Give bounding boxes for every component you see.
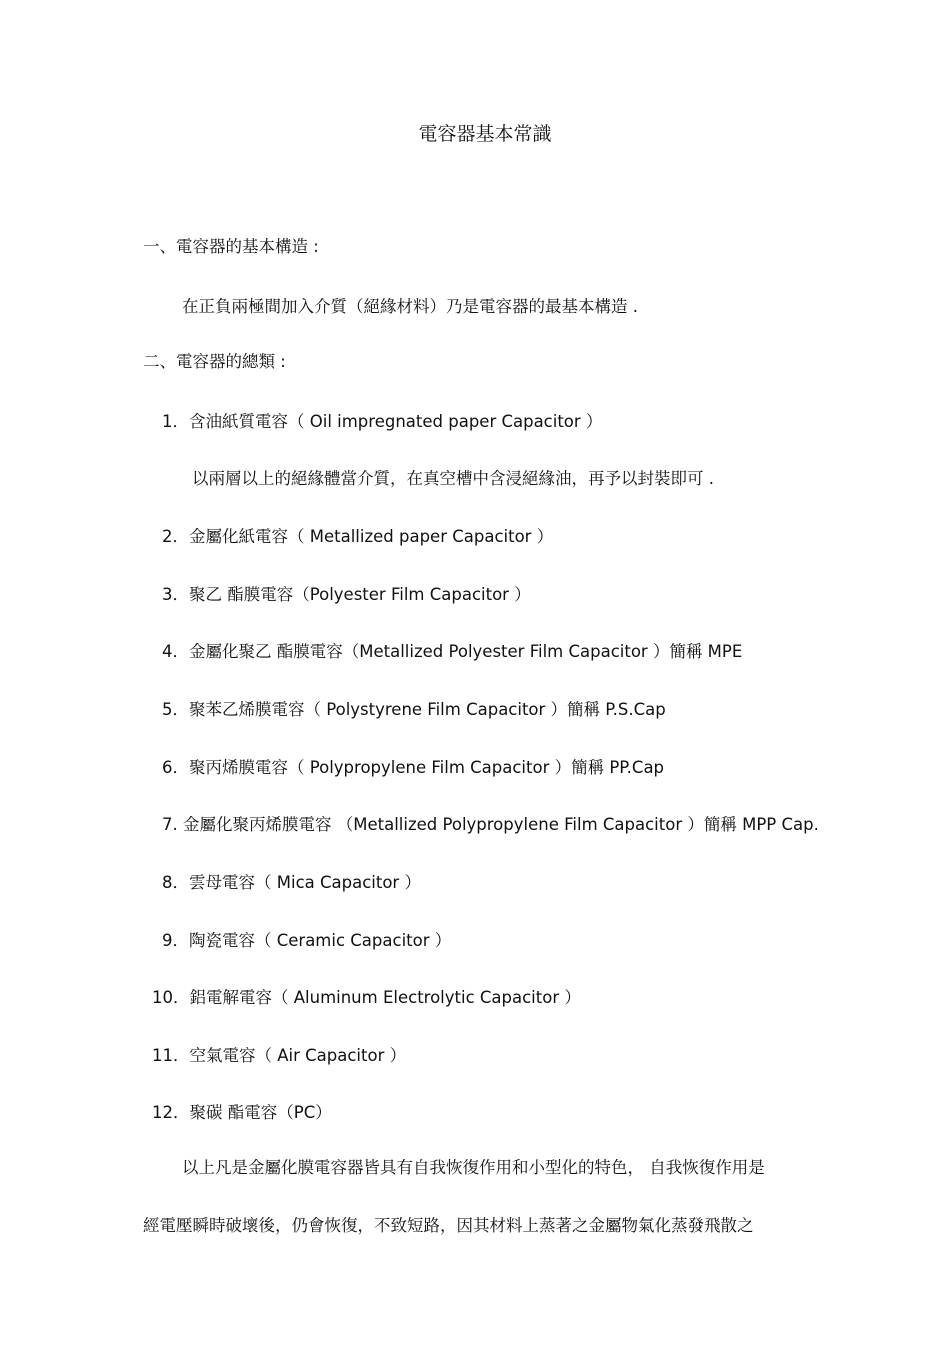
list-item-description: 以兩層以上的絕緣體當介質，在真空槽中含浸絕緣油，再予以封裝即可 . — [192, 469, 714, 488]
document-title: 電容器基本常識 — [418, 123, 552, 145]
list-item: 12．聚碳 酯電容（PC） — [152, 1103, 332, 1122]
list-item: 9．陶瓷電容（ Ceramic Capacitor ） — [162, 931, 452, 950]
list-item: 1．含油紙質電容（ Oil impregnated paper Capacitor ） — [162, 412, 603, 431]
section-1-heading: 一、電容器的基本構造 : — [143, 237, 319, 256]
list-item: 8．雲母電容（ Mica Capacitor ） — [162, 873, 421, 892]
list-item: 6．聚丙烯膜電容（ Polypropylene Film Capacitor ）簡稱 PP.Cap — [162, 758, 665, 777]
section-2-heading: 二、電容器的總類 : — [143, 352, 286, 371]
list-item: 11．空氣電容（ Air Capacitor ） — [152, 1046, 407, 1065]
paragraph-line: 以上凡是金屬化膜電容器皆具有自我恢復作用和小型化的特色， 自我恢復作用是 — [182, 1158, 765, 1177]
list-item: 7. 金屬化聚丙烯膜電容 （Metallized Polypropylene Film Capacitor ）簡稱 MPP Cap. — [162, 815, 819, 834]
list-item: 3．聚乙 酯膜電容（Polyester Film Capacitor ） — [162, 585, 531, 604]
list-item: 10．鋁電解電容（ Aluminum Electrolytic Capacitor ） — [152, 988, 581, 1007]
list-item: 5．聚苯乙烯膜電容（ Polystyrene Film Capacitor ）簡稱 P.S.Cap — [162, 700, 666, 719]
list-item: 4．金屬化聚乙 酯膜電容（Metallized Polyester Film Capacitor ）簡稱 MPE — [162, 642, 743, 661]
list-item: 2．金屬化紙電容（ Metallized paper Capacitor ） — [162, 527, 554, 546]
section-1-body: 在正負兩極間加入介質（絕緣材料）乃是電容器的最基本構造 . — [182, 297, 638, 316]
paragraph-line: 經電壓瞬時破壞後，仍會恢復，不致短路，因其材料上蒸著之金屬物氣化蒸發飛散之 — [143, 1216, 754, 1235]
